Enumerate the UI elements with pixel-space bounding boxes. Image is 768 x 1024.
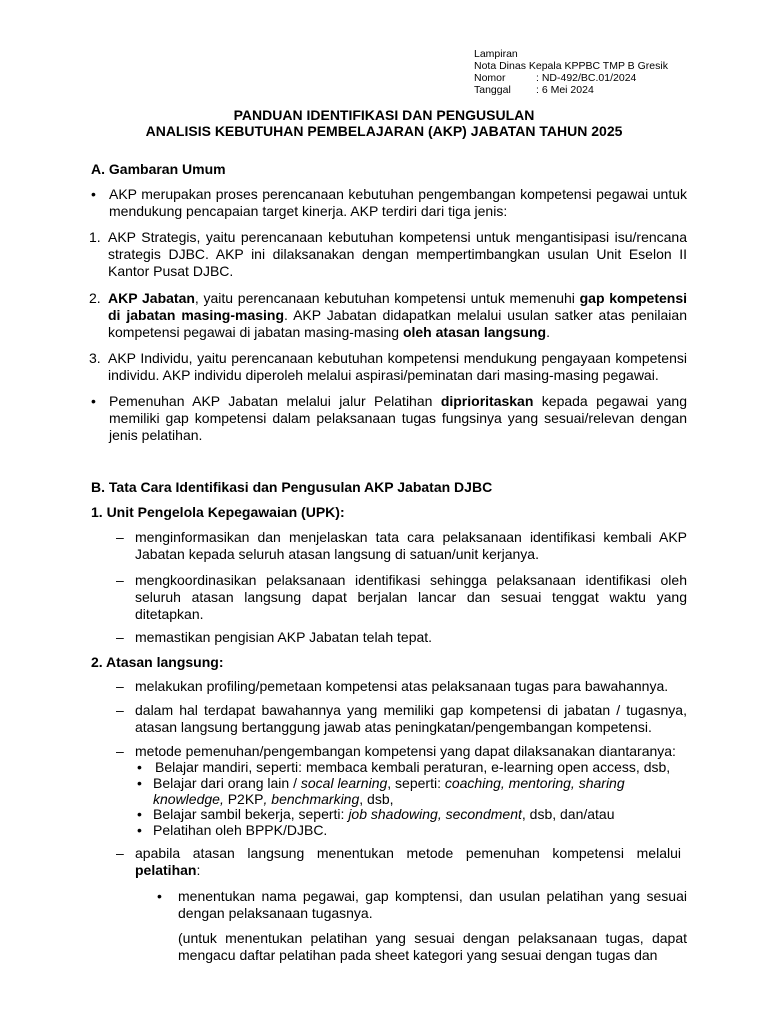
dash-marker: – [116, 629, 124, 645]
sub2-text4: , dsb, [359, 790, 394, 807]
dash-marker: – [116, 529, 124, 545]
sub-item4: Pelatihan oleh BPPK/DJBC. [153, 822, 328, 838]
item2-text3: . [546, 324, 550, 340]
item3-number: 3. [89, 350, 101, 366]
sub2-italic1: socal learning [300, 775, 388, 791]
bullet-icon: • [91, 186, 96, 202]
section-a-item2 [108, 290, 687, 341]
dash-marker: – [116, 743, 124, 759]
sub3-text1: Belajar sambil bekerja, seperti: [153, 806, 349, 822]
item2-text1: , yaitu perencanaan kebutuhan kompetensi untuk memenuhi [194, 290, 580, 306]
atasan-item3: metode pemenuhan/pengembangan kompetensi yang dapat dilaksanakan diantaranya: [135, 743, 676, 759]
sub-bullet-icon: • [137, 759, 142, 775]
item2-bold-akp-jabatan: AKP Jabatan [108, 290, 195, 306]
atasan-heading: 2. Atasan langsung: [91, 654, 224, 670]
item4-text2: : [196, 862, 201, 878]
dash-marker: – [116, 702, 124, 718]
upk-item1: menginformasikan dan menjelaskan tata cara pelaksanaan identifikasi kembali AKP Jabatan kepada seluruh atasan langsung di satuan/unit kerjanya. [135, 529, 687, 562]
lampiran-tanggal-row [474, 84, 668, 96]
item4-bold: pelatihan [135, 862, 197, 878]
item2-bold-gap: gap kompetensi di jabatan masing-masing [108, 290, 687, 323]
sub2-italic3: , benchmarking [263, 790, 360, 807]
section-b-heading: B. Tata Cara Identifikasi dan Pengusulan AKP Jabatan DJBC [91, 479, 493, 495]
bullet2-text2: kepada pegawai yang memiliki gap kompetensi dalam pelaksanaan tugas fungsinya yang sesuai/relevan dengan jenis pelatihan. [109, 393, 688, 443]
sub-item3 [153, 807, 687, 823]
sub-bullet-icon: • [137, 775, 142, 791]
section-a-bullet2 [109, 393, 687, 444]
bullet-icon: • [157, 888, 162, 904]
sub-bullet-icon: • [137, 806, 142, 822]
lampiran-nota-dinas: Nota Dinas Kepala KPPBC TMP B Gresik [474, 60, 668, 72]
dash-marker: – [116, 572, 124, 588]
bullet2-text1: Pemenuhan AKP Jabatan melalui jalur Pelatihan [109, 393, 441, 409]
nomor-label: Nomor [474, 72, 506, 84]
atasan-item2: dalam hal terdapat bawahannya yang memiliki gap kompetensi di jabatan / tugasnya, atasan langsung bertanggung jawab atas peningkatan/pengembangan kompetensi. [135, 702, 687, 735]
sub3-text2: , dsb, dan/atau [521, 806, 615, 822]
lampiran-nomor-row [474, 72, 668, 84]
sub2-italic2: coaching, mentoring, sharing knowledge, [153, 775, 625, 807]
item2-text2: . AKP Jabatan didapatkan melalui usulan satker atas penilaian kompetensi pegawai di jabatan masing-masing [108, 307, 687, 340]
item1-number: 1. [89, 229, 101, 245]
section-a-item3: AKP Individu, yaitu perencanaan kebutuhan kompetensi mendukung pengayaan kompetensi individu. AKP individu diperoleh melalui aspirasi/peminatan dari masing-masing pegawai. [108, 350, 687, 383]
section-a-item1: AKP Strategis, yaitu perencanaan kebutuhan kompetensi untuk mengantisipasi isu/rencana strategis DJBC. AKP ini dilaksanakan dengan mempertimbangkan usulan Unit Eselon II Kantor Pusat DJBC. [108, 229, 687, 279]
nomor-value: : ND-492/BC.01/2024 [536, 72, 637, 84]
lampiran-block [474, 48, 668, 96]
sub-item1: Belajar mandiri, seperti: membaca kembali peraturan, e-learning open access, dsb, [155, 759, 671, 775]
section-a-bullet1: AKP merupakan proses perencanaan kebutuhan pengembangan kompetensi pegawai untuk mendukung pencapaian target kinerja. AKP terdiri dari tiga jenis: [109, 186, 687, 219]
upk-item3: memastikan pengisian AKP Jabatan telah tepat. [135, 629, 433, 645]
dash-marker: – [116, 678, 124, 694]
item4-text1: apabila atasan langsung menentukan metode pemenuhan kompetensi melalui [135, 845, 681, 861]
upk-item2: mengkoordinasikan pelaksanaan identifikasi sehingga pelaksanaan identifikasi oleh seluruh atasan langsung dapat berjalan lancar dan sesuai tenggat waktu yang ditetapkan. [135, 572, 687, 622]
sub2-text2: , seperti: [387, 775, 445, 791]
atasan-item4 [135, 845, 681, 879]
item2-bold-atasan: oleh atasan langsung [402, 324, 547, 340]
lampiran-label: Lampiran [474, 48, 518, 60]
sub2-text3: P2KP [223, 790, 264, 807]
sub2-text1: Belajar dari orang lain / [153, 775, 301, 791]
document-title-line1: PANDUAN IDENTIFIKASI DAN PENGUSULAN [233, 107, 535, 123]
bullet2-bold: diprioritaskan [440, 393, 534, 409]
bullet-icon: • [91, 393, 96, 409]
tanggal-label: Tanggal [474, 84, 511, 96]
document-title-line2: ANALISIS KEBUTUHAN PEMBELAJARAN (AKP) JABATAN TAHUN 2025 [145, 123, 623, 139]
upk-heading: 1. Unit Pengelola Kepegawaian (UPK): [91, 504, 345, 520]
dash-marker: – [116, 845, 124, 861]
item2-number: 2. [89, 290, 101, 306]
section-a-heading: A. Gambaran Umum [91, 161, 226, 177]
sub3-italic1: job shadowing, secondment [348, 806, 522, 822]
atasan-pelatihan-bullet1: menentukan nama pegawai, gap komptensi, dan usulan pelatihan yang sesuai dengan pelaksanaan tugasnya. [178, 888, 687, 921]
atasan-pelatihan-note: (untuk menentukan pelatihan yang sesuai dengan pelaksanaan tugas, dapat mengacu daftar pelatihan pada sheet kategori yang sesuai dengan tugas dan [178, 930, 687, 963]
tanggal-value: : 6 Mei 2024 [536, 84, 594, 96]
atasan-item1: melakukan profiling/pemetaan kompetensi atas pelaksanaan tugas para bawahannya. [135, 678, 669, 694]
sub-bullet-icon: • [137, 822, 142, 838]
sub-item2 [153, 776, 673, 807]
